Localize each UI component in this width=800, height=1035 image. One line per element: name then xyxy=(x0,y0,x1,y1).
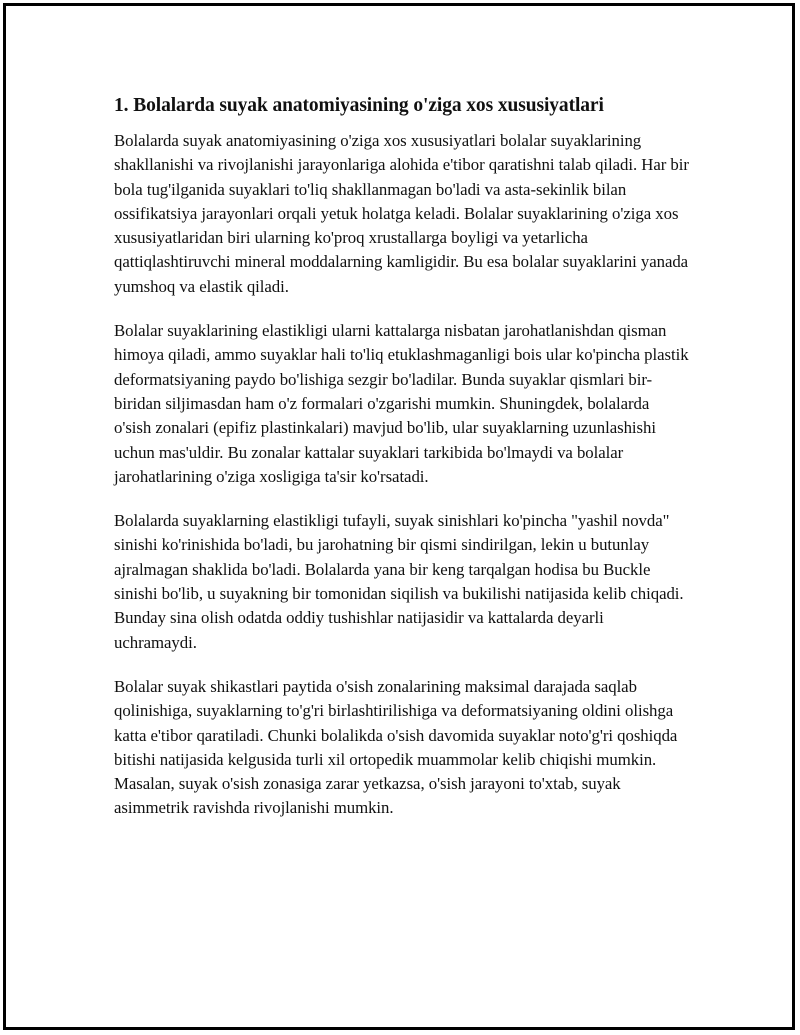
section-heading: 1. Bolalarda suyak anatomiyasining o'ziga xos xususiyatlari xyxy=(114,95,604,116)
paragraph-2: Bolalar suyaklarining elastikligi ularni kattalarga nisbatan jarohatlanishdan qisman himoya qiladi, ammo suyaklar hali to'liq etuklashmaganligi bois ular ko'pincha plastik deformatsiyaning paydo bo'lishiga sezgir bo'ladilar. Bunda suyaklar qismlari bir-biridan siljimasdan ham o'z formalari o'zgarishi mumkin. Shuningdek, bolalarda o'sish zonalari (epifiz plastinkalari) mavjud bo'lib, ular suyaklarning uzunlashishi uchun mas'uldir. Bu zonalar kattalar suyaklari tarkibida bo'lmaydi va bolalar jarohatlarining o'ziga xosligiga ta'sir ko'rsatadi. xyxy=(114,321,689,486)
paragraph-1: Bolalarda suyak anatomiyasining o'ziga xos xususiyatlari bolalar suyaklarining shakllanishi va rivojlanishi jarayonlariga alohida e'tibor qaratishni talab qiladi. Har bir bola tug'ilganida suyaklari to'liq shakllanmagan bo'ladi va asta-sekinlik bilan ossifikatsiya jarayonlari orqali yetuk holatga keladi. Bolalar suyaklarining o'ziga xos xususiyatlaridan biri ularning ko'proq xrustallarga boyligi va yetarlicha qattiqlashtiruvchi mineral moddalarning kamligidir. Bu esa bolalar suyaklarini yanada yumshoq va elastik qiladi. xyxy=(114,131,689,296)
paragraph-4: Bolalar suyak shikastlari paytida o'sish zonalarining maksimal darajada saqlab qolinishiga, suyaklarning to'g'ri birlashtirilishiga va deformatsiyaning oldini olishga katta e'tibor qaratiladi. Chunki bolalikda o'sish davomida suyaklar noto'g'ri qoshiqda bitishi natijasida kelgusida turli xil ortopedik muammolar kelib chiqishi mumkin. Masalan, suyak o'sish zonasiga zarar yetkazsa, o'sish jarayoni to'xtab, suyak asimmetrik ravishda rivojlanishi mumkin. xyxy=(114,676,678,818)
document-body xyxy=(114,93,689,841)
paragraph-3: Bolalarda suyaklarning elastikligi tufayli, suyak sinishlari ko'pincha "yashil novda" sinishi ko'rinishida bo'ladi, bu jarohatning bir qismi sindirilgan, lekin u butunlay ajralmagan shaklida bo'ladi. Bolalarda yana bir keng tarqalgan hodisa bu Buckle sinishi bo'lib, u suyakning bir tomonidan siqilish va bukilishi natijasida kelib chiqadi. Bunday sina olish odatda oddiy tushishlar natijasidir va kattalarda deyarli uchramaydi. xyxy=(114,511,684,652)
